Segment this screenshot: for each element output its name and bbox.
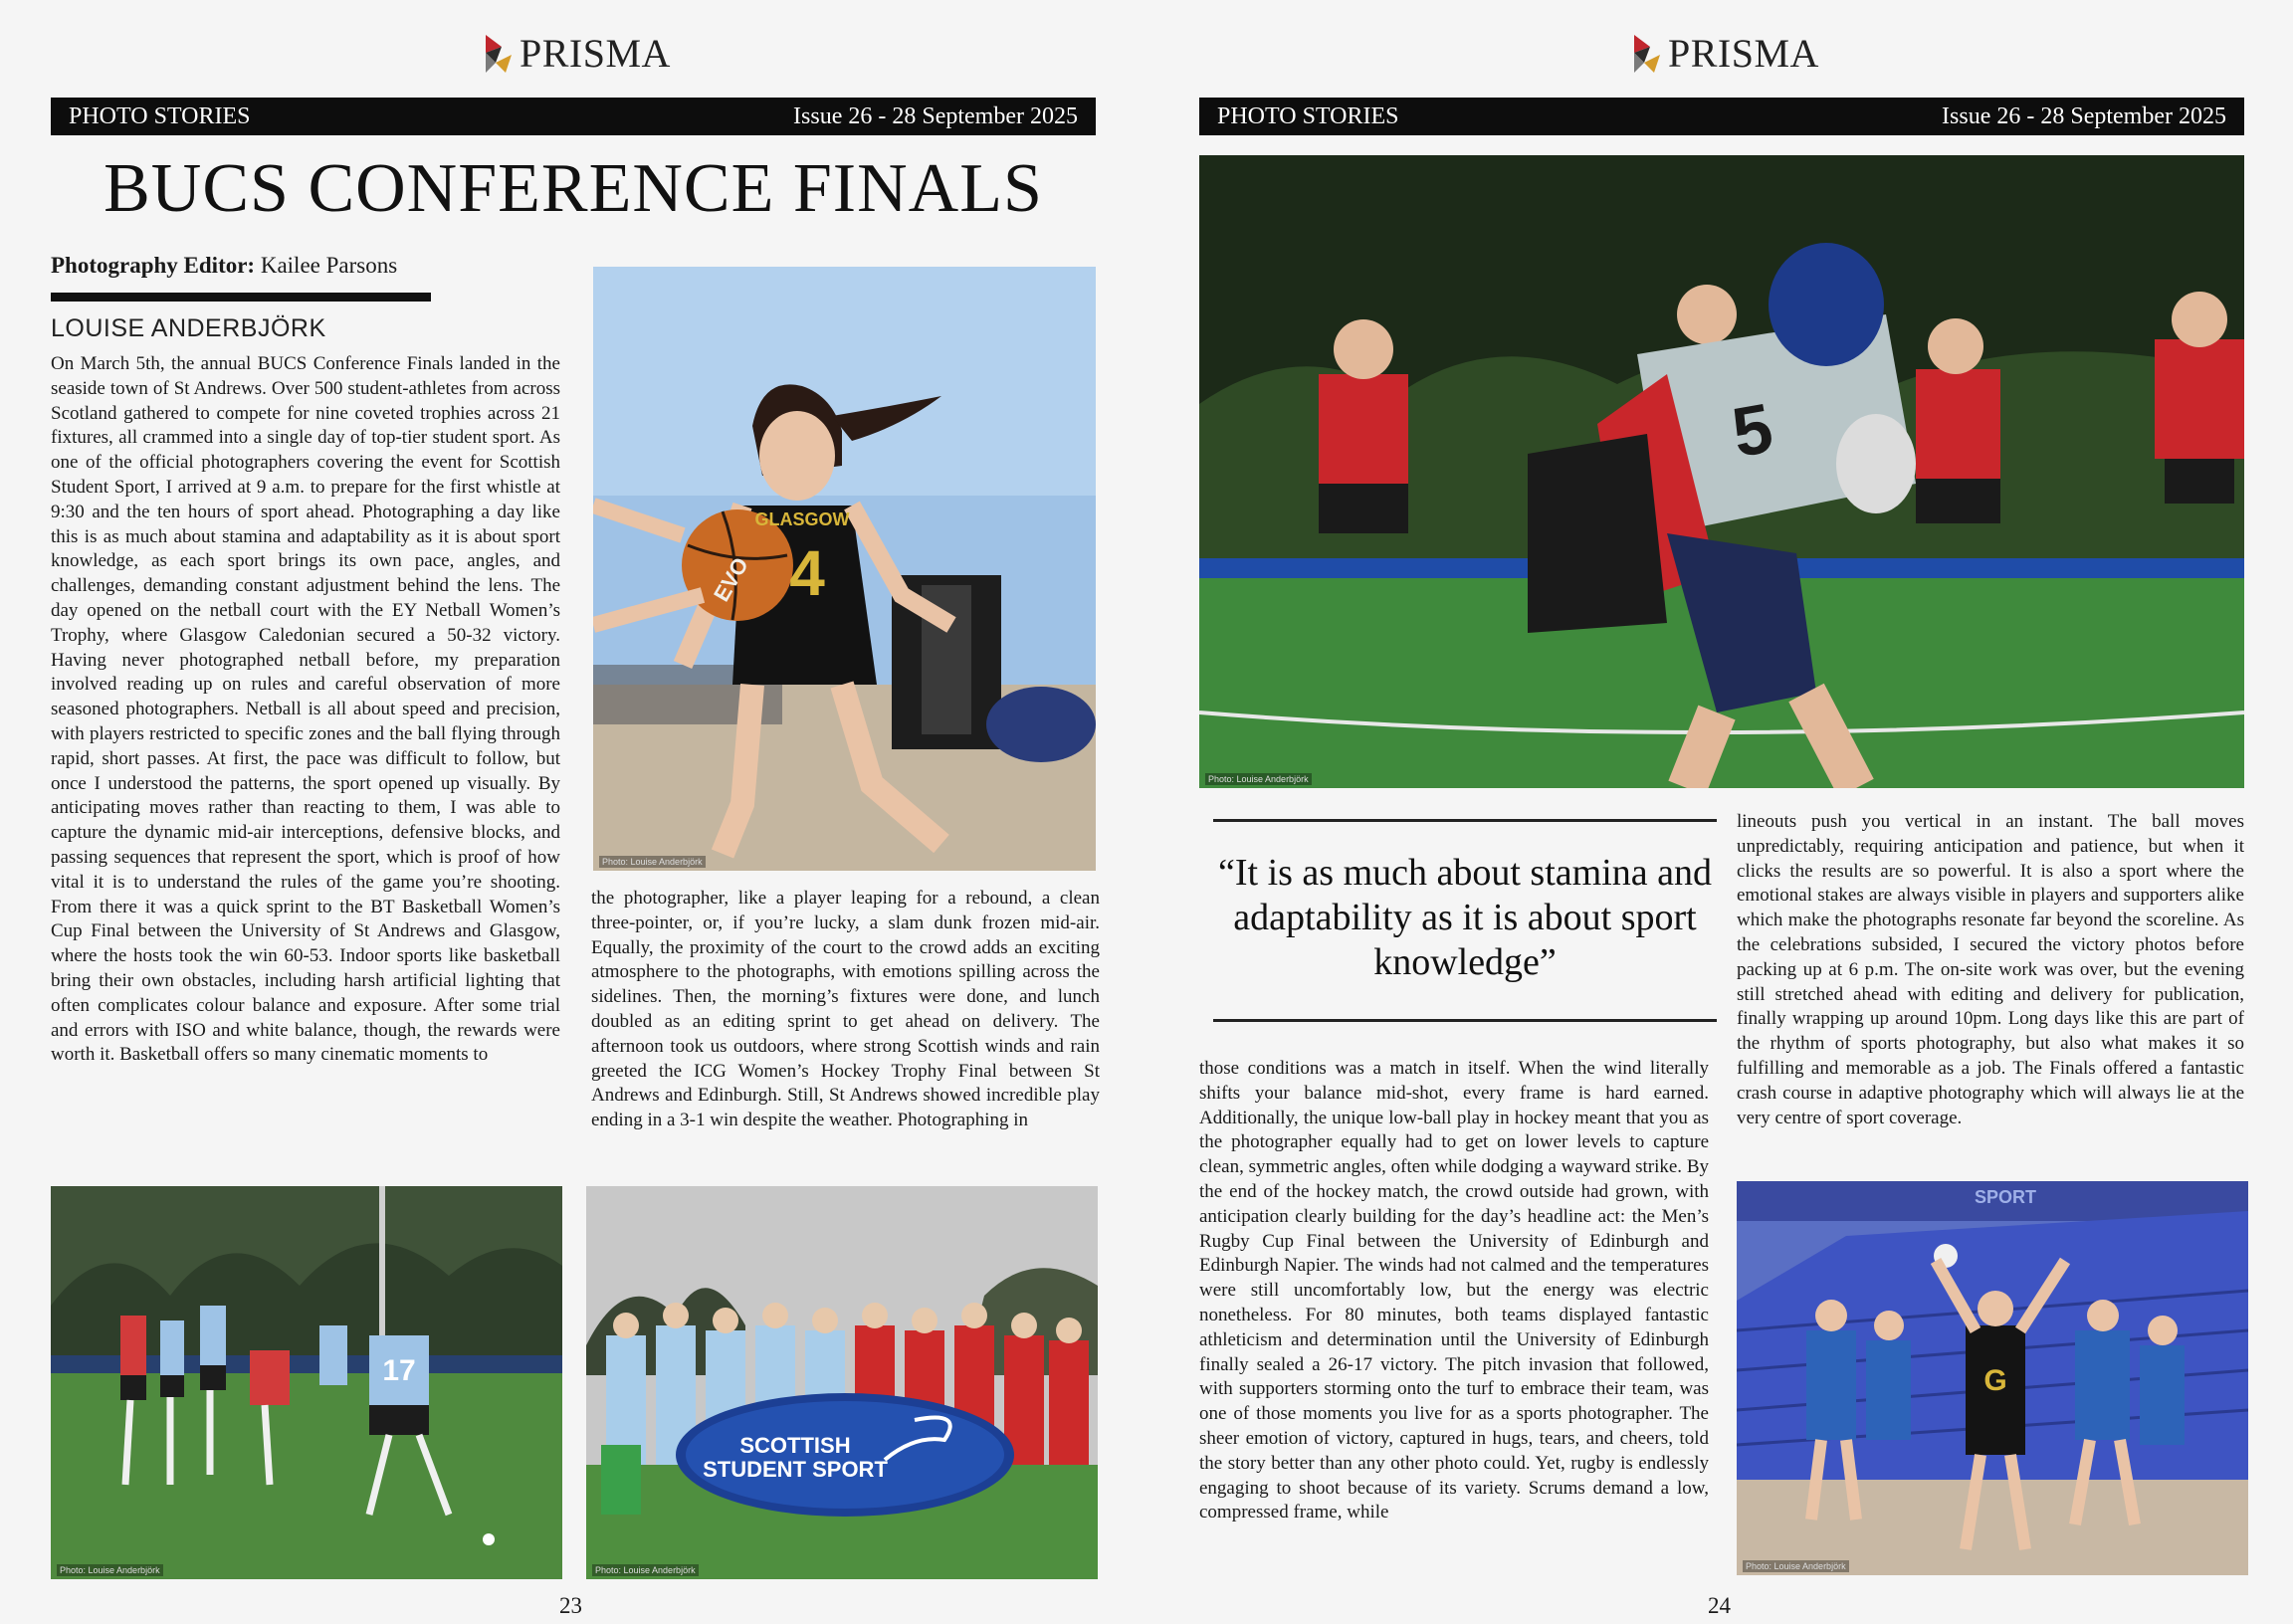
prisma-logo-icon xyxy=(1630,33,1662,75)
right-page xyxy=(1146,0,2293,1624)
team-banner-line1: SCOTTISH xyxy=(739,1433,851,1458)
team-photo xyxy=(586,1186,1098,1579)
prisma-logo-icon xyxy=(482,33,514,75)
editor-name: Kailee Parsons xyxy=(260,253,398,278)
netball-banner-text: SPORT xyxy=(1974,1187,2037,1207)
basketball-photo-credit: Photo: Louise Anderbjörk xyxy=(599,856,706,868)
section-bar xyxy=(51,98,1096,135)
team-banner-line2: STUDENT SPORT xyxy=(703,1457,888,1482)
netball-photo xyxy=(1737,1181,2248,1575)
page-number-left: 23 xyxy=(559,1593,582,1618)
basketball-photo xyxy=(593,267,1096,871)
photo-editor-credit xyxy=(51,253,397,279)
hockey-photo-credit: Photo: Louise Anderbjörk xyxy=(57,1564,163,1576)
quote-rule-top xyxy=(1213,819,1717,822)
basketball-ball-text: EVO xyxy=(709,552,753,606)
hockey-photo xyxy=(51,1186,562,1579)
headline: BUCS CONFERENCE FINALS xyxy=(104,150,1043,227)
author-byline: LOUISE ANDERBJÖRK xyxy=(51,314,326,342)
prisma-logo xyxy=(1630,30,1819,77)
article-column-4: lineouts push you vertical in an instant. The ball moves unpredictably, requiring anticipation and patience, but when it clicks the results are so powerful. It is also a sport where the emotional stakes are always visible in players and supporters alike which make the photographs resonate far beyond the scoreline. As the celebrations subsided, I secured the victory photos before packing up at 6 p.m. The on-site work was over, but the evening still stretched ahead with editing and delivery for publication, finally wrapping up around 10pm. Long days like this are part of the rhythm of sports photography, but also what makes it so fulfilling and memorable as a job. The Finals offered a fantastic crash course in adaptive photography which will always lie at the very centre of sport coverage. xyxy=(1737,811,2244,1128)
hockey-jersey-number: 17 xyxy=(382,1354,416,1387)
issue-label: Issue 26 - 28 September 2025 xyxy=(793,102,1078,129)
article-column-3: those conditions was a match in itself. When the wind literally shifts your balance mid-shot, every frame is hard earned. Additionally, the unique low-ball play in hockey meant that you as the photographer equally had to get on lower levels to capture clean, symmetric angles, often while dodging a wayward strike. By the end of the hockey match, the crowd outside had grown, with anticipation clearly building for the day’s headline act: the Men’s Rugby Cup Final between the University of Edinburgh and Edinburgh Napier. The winds had not calmed and the temperatures were still uncomfortably low, but the energy was electric nonetheless. For 80 minutes, both teams displayed fantastic athleticism and determination until the University of Edinburgh finally sealed a 26-17 victory. The pitch invasion that followed, with supporters storming onto the turf to embrace their team, was one of those moments you live for as a sports photographer. The sheer emotion of victory, captured in hugs, tears, and cheers, told the story better than any other photo could. Yet, rugby is endlessly engaging to shoot because of its variety. Scrums demand a low, compressed frame, while xyxy=(1199,1058,1709,1523)
page-number-right: 24 xyxy=(1708,1593,1731,1618)
publication-name: PRISMA xyxy=(1668,31,1819,76)
prisma-logo xyxy=(482,30,671,77)
netball-bib-text: G xyxy=(1983,1364,2007,1397)
quote-rule-bottom xyxy=(1213,1019,1717,1022)
rugby-photo xyxy=(1199,155,2244,788)
issue-label: Issue 26 - 28 September 2025 xyxy=(1942,102,2226,129)
article-column-1: On March 5th, the annual BUCS Conference Finals landed in the seaside town of St Andrews. Over 500 student-athletes from across Scotland gathered to compete for nine coveted trophies across 21 fixtures, all crammed into a single day of top-tier student sport. As one of the official photographers covering the event for Scottish Student Sport, I arrived at 9 a.m. to prepare for the first whistle at 9:30 and the ten hours of sport ahead. Photographing a day like this is as much about stamina and adaptability as it is about sport knowledge, as each sport brings its own pace, angles, and challenges, demanding constant adjustment behind the lens. The day opened on the netball court with the EY Netball Women’s Trophy, where Glasgow Caledonian secured a 50-32 victory. Having never photographed netball before, my preparation involved reading up on rules and careful observation of more seasoned photographers. Netball is all about speed and precision, with players restricted to specific zones and the ball flying through rapid, short passes. At first, the pace was difficult to follow, but once I understood the patterns, the sport opened up visually. By anticipating moves rather than reacting to them, I was able to capture the dynamic mid-air interceptions, defensive blocks, and passing sequences that represent the sport, which is proof of how vital it is to understand the rules of the game you’re shooting. From there it was a quick sprint to the BT Basketball Women’s Cup Final between the University of St Andrews and Glasgow, where the hosts took the win 60-53. Indoor sports like basketball bring their own obstacles, including harsh artificial lighting that often complicates colour balance and exposure. After some trial and errors with ISO and white balance, though, the rewards were worth it. Basketball offers so many cinematic moments to xyxy=(51,353,560,1066)
editor-label: Photography Editor: xyxy=(51,253,256,278)
rugby-photo-credit: Photo: Louise Anderbjörk xyxy=(1205,773,1312,785)
section-label: PHOTO STORIES xyxy=(1217,102,1399,129)
publication-name: PRISMA xyxy=(520,31,671,76)
editor-rule xyxy=(51,293,431,302)
netball-photo-credit: Photo: Louise Anderbjörk xyxy=(1743,1560,1849,1572)
basketball-jersey-text: GLASGOW xyxy=(754,509,850,529)
rugby-jersey-number: 5 xyxy=(1726,388,1778,473)
pull-quote: “It is as much about stamina and adaptability as it is about sport knowledge” xyxy=(1218,852,1712,983)
left-page xyxy=(0,0,1146,1624)
section-label: PHOTO STORIES xyxy=(69,102,251,129)
section-bar xyxy=(1199,98,2244,135)
basketball-jersey-number: 4 xyxy=(789,537,825,609)
article-column-2: the photographer, like a player leaping for a rebound, a clean three-pointer, or, if you’re lucky, a slam dunk frozen mid-air. Equally, the proximity of the court to the crowd adds an exciting atmosphere to the photographs, with emotions spilling across the sidelines. Then, the morning’s fixtures were done, and lunch doubled as an editing sprint to get ahead on delivery. The afternoon took us outdoors, where strong Scottish winds and rain greeted the ICG Women’s Hockey Trophy Final between St Andrews and Edinburgh. Still, St Andrews showed incredible play ending in a 3-1 win despite the weather. Photographing in xyxy=(591,888,1100,1131)
team-photo-credit: Photo: Louise Anderbjörk xyxy=(592,1564,699,1576)
